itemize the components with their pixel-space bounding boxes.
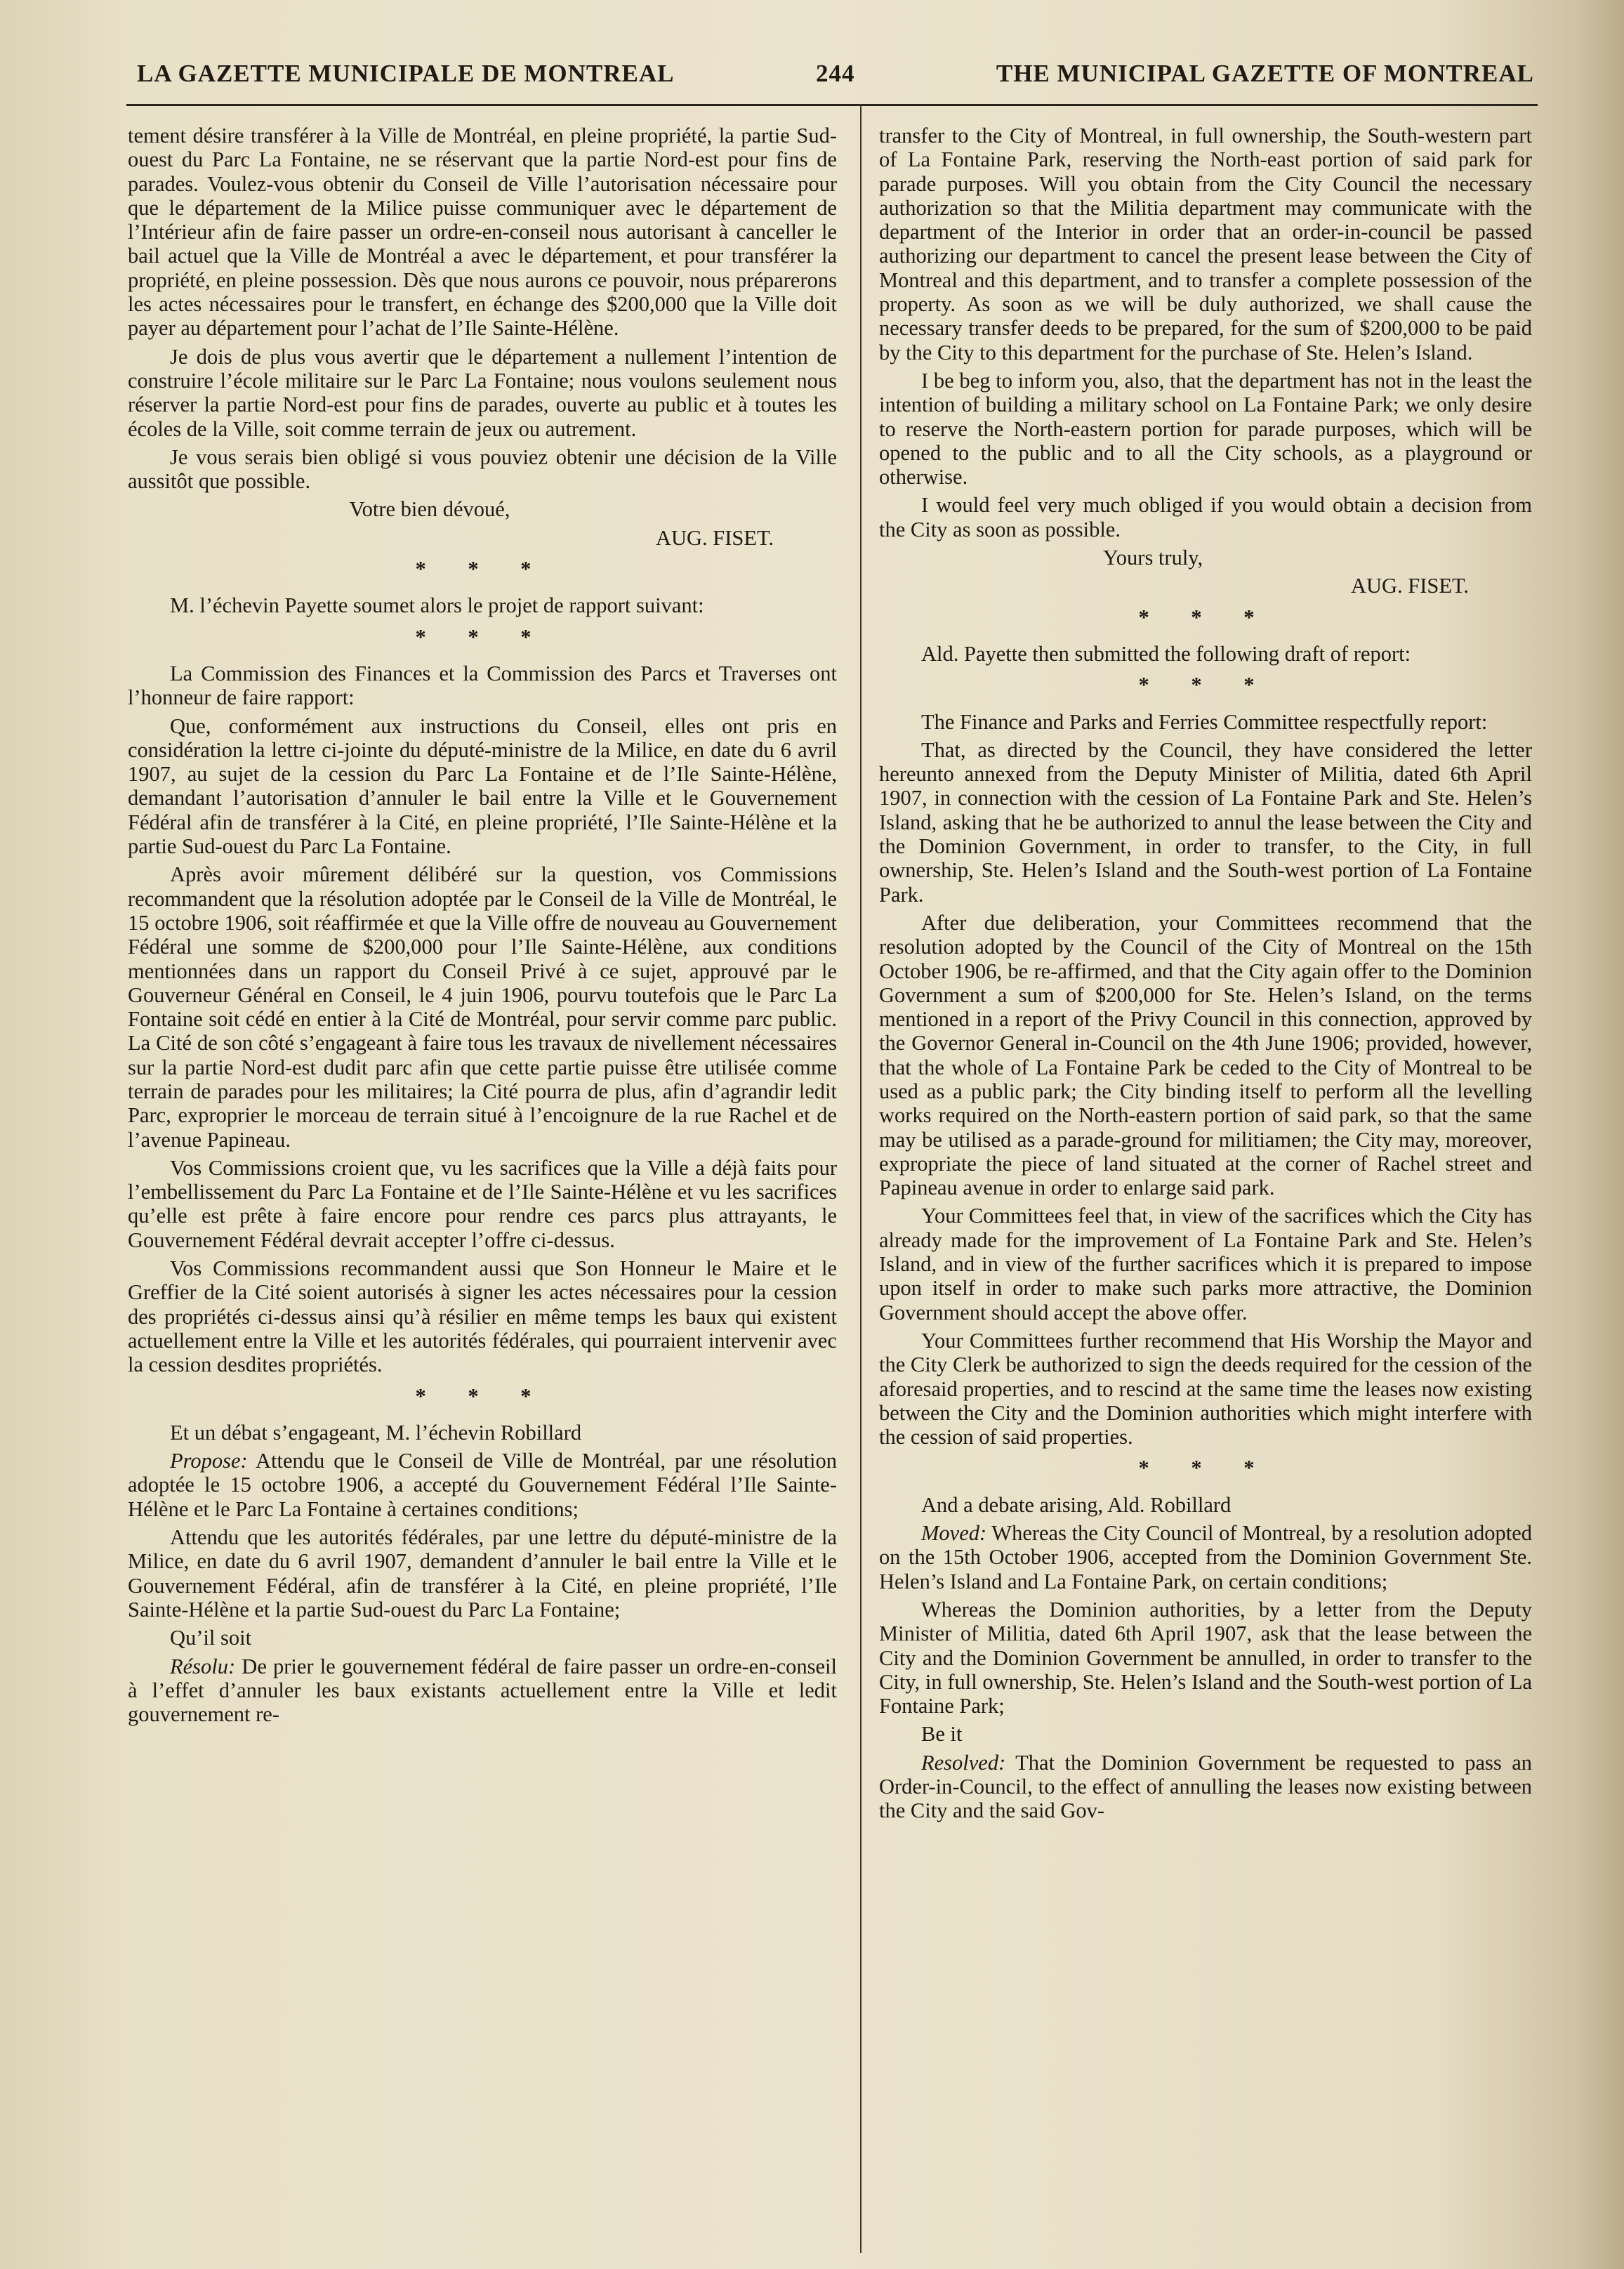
- page-number: 244: [815, 60, 855, 87]
- english-column: [879, 124, 1532, 1827]
- page-header: [137, 49, 1534, 98]
- header-title-english: THE MUNICIPAL GAZETTE OF MONTREAL: [996, 60, 1534, 87]
- paragraph: Your Committees feel that, in view of the sacrifices which the City has already made for the improvement of La Fontaine Park and Ste. Helen’s Island, and in view of the further sacrifices which it is prepared to impose upon itself in order to make such parks more attractive, the Dominion Government should accept the above offer.: [879, 1204, 1532, 1324]
- french-column: [128, 124, 837, 1730]
- letter-closing: Yours truly,: [1102, 546, 1203, 570]
- paragraph: That, as directed by the Council, they have considered the letter hereunto annexed from the Deputy Minister of Militia, dated 6th April 1907, in connection with the cession of La Fontaine Park and Ste. Helen’s Island, asking that he be authorized to annul the lease between the City and the Dominion Government, in order to transfer, to the City, in full ownership, Ste. Helen’s Island and the South-west portion of La Fontaine Park.: [879, 737, 1532, 907]
- motion-text: Attendu que le Conseil de Ville de Montréal, par une résolution adoptée le 15 octobre 1906, a accepté du Gouvernement Fédéral l’Ile Sainte-Hélène et le Parc La Fontaine à certaines conditions;: [128, 1449, 837, 1521]
- section-separator: * * *: [415, 557, 550, 581]
- paragraph: Vos Commissions recommandent aussi que Son Honneur le Maire et le Greffier de la Cité soient autorisés à signer les actes nécessaires pour la cession des propriétés ci-dessus ainsi qu’à résilier en même temps les baux qui existent actuellement entre la Ville et les autorités fédérales, qui pourraient intervenir avec la cession desdites propriétés.: [128, 1256, 837, 1377]
- header-title-french: LA GAZETTE MUNICIPALE DE MONTREAL: [137, 60, 675, 87]
- paragraph: Be it: [921, 1722, 963, 1747]
- section-separator: * * *: [1138, 605, 1273, 629]
- section-separator: * * *: [415, 624, 550, 649]
- paragraph: Whereas the Dominion authorities, by a letter from the Deputy Minister of Militia, dated 6th April 1907, ask that the lease between the City and the Dominion Government be annulled, in order to transfer to the City, in full ownership, Ste. Helen’s Island and the South-west portion of La Fontaine Park;: [879, 1597, 1532, 1718]
- paragraph: [879, 1751, 1532, 1823]
- paragraph: [128, 1655, 837, 1727]
- resolution-label: Resolved:: [921, 1750, 1006, 1775]
- paragraph: Attendu que les autorités fédérales, par une lettre du député-ministre de la Milice, en date du 6 avril 1907, demandent d’annuler le bail entre la Ville et le Gouvernement Fédéral, afin de transférer à la Cité, en pleine propriété, l’Ile Sainte-Hélène et la partie Sud-ouest du Parc La Fontaine;: [128, 1525, 837, 1622]
- letter-signature: AUG. FISET.: [1350, 574, 1469, 598]
- section-separator: * * *: [1138, 1456, 1273, 1480]
- resolution-text: That the Dominion Government be requested to pass an Order-in-Council, to the effect of annulling the leases now existing between the City and the said Gov-: [879, 1750, 1532, 1823]
- motion-text: Whereas the City Council of Montreal, by a resolution adopted on the 15th October 1906, accepted from the Dominion Government Ste. Helen’s Island and La Fontaine Park, on certain conditions;: [879, 1521, 1532, 1593]
- letter-signature: AUG. FISET.: [655, 525, 774, 550]
- paragraph: Your Committees further recommend that His Worship the Mayor and the City Clerk be authorized to sign the deeds required for the cession of the aforesaid properties, and to rescind at the same time the leases now existing between the City and the Dominion authorities which might interfere with the cession of said properties.: [879, 1328, 1532, 1449]
- section-separator: * * *: [415, 1383, 550, 1408]
- paragraph: Je dois de plus vous avertir que le département a nullement l’intention de construire l’école militaire sur le Parc La Fontaine; nous voulons seulement nous réserver la partie Nord-est pour fins de parades, ouverte au public et à toutes les écoles de la Ville, soit comme terrain de jeux ou autrement.: [128, 344, 837, 441]
- motion-label: Propose:: [170, 1449, 248, 1473]
- letter-closing: Votre bien dévoué,: [349, 497, 510, 522]
- paragraph: I be beg to inform you, also, that the department has not in the least the intention of building a military school on La Fontaine Park; we only desire to reserve the North-eastern portion for parade purposes, which will be opened to the public and to all the City schools, as a playground or otherwise.: [879, 368, 1532, 489]
- resolution-label: Résolu:: [170, 1654, 236, 1678]
- paragraph: [879, 1521, 1532, 1593]
- paragraph: The Finance and Parks and Ferries Committee respectfully report:: [921, 709, 1488, 734]
- paragraph: Je vous serais bien obligé si vous pouviez obtenir une décision de la Ville aussitôt que possible.: [128, 445, 837, 494]
- paragraph: I would feel very much obliged if you would obtain a decision from the City as soon as possible.: [879, 493, 1532, 541]
- paragraph: tement désire transférer à la Ville de Montréal, en pleine propriété, la partie Sud-ouest du Parc La Fontaine, ne se réservant que la partie Nord-est pour fins de parades. Voulez-vous obtenir du Conseil de Ville l’autorisation nécessaire pour que le département de la Milice puisse communiquer avec le département de l’Intérieur afin de faire passer un ordre-en-conseil nous autorisant à canceller le bail actuel que la Ville de Montréal a avec le département, et pour transférer la propriété, en pleine possession. Dès que nous aurons ce pouvoir, nous préparerons les actes nécessaires pour le transfert, en échange des $200,000 que la Ville doit payer au département pour l’achat de l’Ile Sainte-Hélène.: [128, 124, 837, 341]
- column-divider: [860, 104, 861, 2253]
- resolution-text: De prier le gouvernement fédéral de faire passer un ordre-en-conseil à l’effet d’annuler les baux existants actuellement entre la Ville et ledit gouvernement re-: [128, 1654, 837, 1727]
- section-separator: * * *: [1138, 673, 1273, 697]
- paragraph: Après avoir mûrement délibéré sur la question, vos Commissions recommandent que la résolution adoptée par le Conseil de la Ville de Montréal, le 15 octobre 1906, soit réaffirmée et que la Ville offre de nouveau au Gouvernement Fédéral une somme de $200,000 pour l’Ile Sainte-Hélène, aux conditions mentionnées dans un rapport du Conseil Privé à ce sujet, approuvé par le Gouverneur Général en Conseil, le 4 juin 1906, pourvu toutefois que le Parc La Fontaine soit cédé en entier à la Cité de Montréal, pour servir comme parc public. La Cité de son côté s’engageant à faire tous les travaux de nivellement nécessaires sur la partie Nord-est dudit parc afin que cette partie puisse être utilisée comme terrain de parades pour les militaires; la Cité pourra de plus, afin d’agrandir ledit Parc, exproprier le morceau de terrain situé à l’encoignure de la rue Rachel et de l’avenue Papineau.: [128, 862, 837, 1152]
- paragraph: Qu’il soit: [170, 1626, 252, 1650]
- paragraph: La Commission des Finances et la Commission des Parcs et Traverses ont l’honneur de faire rapport:: [128, 661, 837, 710]
- motion-label: Moved:: [921, 1521, 987, 1546]
- paragraph: transfer to the City of Montreal, in full ownership, the South-western part of La Fontaine Park, reserving the North-east portion of said park for parade purposes. Will you obtain from the City Council the necessary authorization so that the Militia department may communicate with the department of the Interior in order that an order-in-council be passed authorizing our department to cancel the present lease between the City of Montreal and this department, and to transfer a complete possession of the property. As soon as we will be duly authorized, we shall cause the necessary transfer deeds to be prepared, for the sum of $200,000 to be paid by the City to this department for the purchase of Ste. Helen’s Island.: [879, 124, 1532, 364]
- paragraph: After due deliberation, your Committees recommend that the resolution adopted by the Council of the City of Montreal on the 15th October 1906, be re-affirmed, and that the City again offer to the Dominion Government a sum of $200,000 for Ste. Helen’s Island, on the terms mentioned in a report of the Privy Council in this connection, approved by the Governor General in-Council on the 4th June 1906; provided, however, that the whole of La Fontaine Park be ceded to the City of Montreal to be used as a public park; the City binding itself to perform all the levelling works required on the North-eastern portion of said park, so that the same may be utilised as a parade-ground for militiamen; the City may, moreover, expropriate the piece of land situated at the corner of Rachel street and Papineau avenue in order to enlarge said park.: [879, 910, 1532, 1200]
- paragraph: M. l’échevin Payette soumet alors le projet de rapport suivant:: [170, 593, 704, 618]
- paragraph: Ald. Payette then submitted the following draft of report:: [921, 641, 1411, 666]
- header-rule: [126, 104, 1538, 106]
- paragraph: Que, conformément aux instructions du Conseil, elles ont pris en considération la lettre ci-jointe du député-ministre de la Milice, en date du 6 avril 1907, au sujet de la cession du Parc La Fontaine et de l’Ile Sainte-Hélène, demandant l’autorisation d’annuler le bail entre la Ville et le Gouvernement Fédéral afin de transférer à la Cité, en pleine propriété, l’Ile Sainte-Hélène et la partie Sud-ouest du Parc La Fontaine.: [128, 713, 837, 859]
- paragraph: Et un débat s’engageant, M. l’échevin Robillard: [170, 1420, 582, 1445]
- paragraph: And a debate arising, Ald. Robillard: [921, 1492, 1232, 1517]
- paragraph: [128, 1449, 837, 1521]
- paragraph: Vos Commissions croient que, vu les sacrifices que la Ville a déjà faits pour l’embellissement du Parc La Fontaine et de l’Ile Sainte-Hélène et vu les sacrifices qu’elle est prête à faire encore pour rendre ces parcs plus attrayants, le Gouvernement Fédéral devrait accepter l’offre ci-dessus.: [128, 1155, 837, 1252]
